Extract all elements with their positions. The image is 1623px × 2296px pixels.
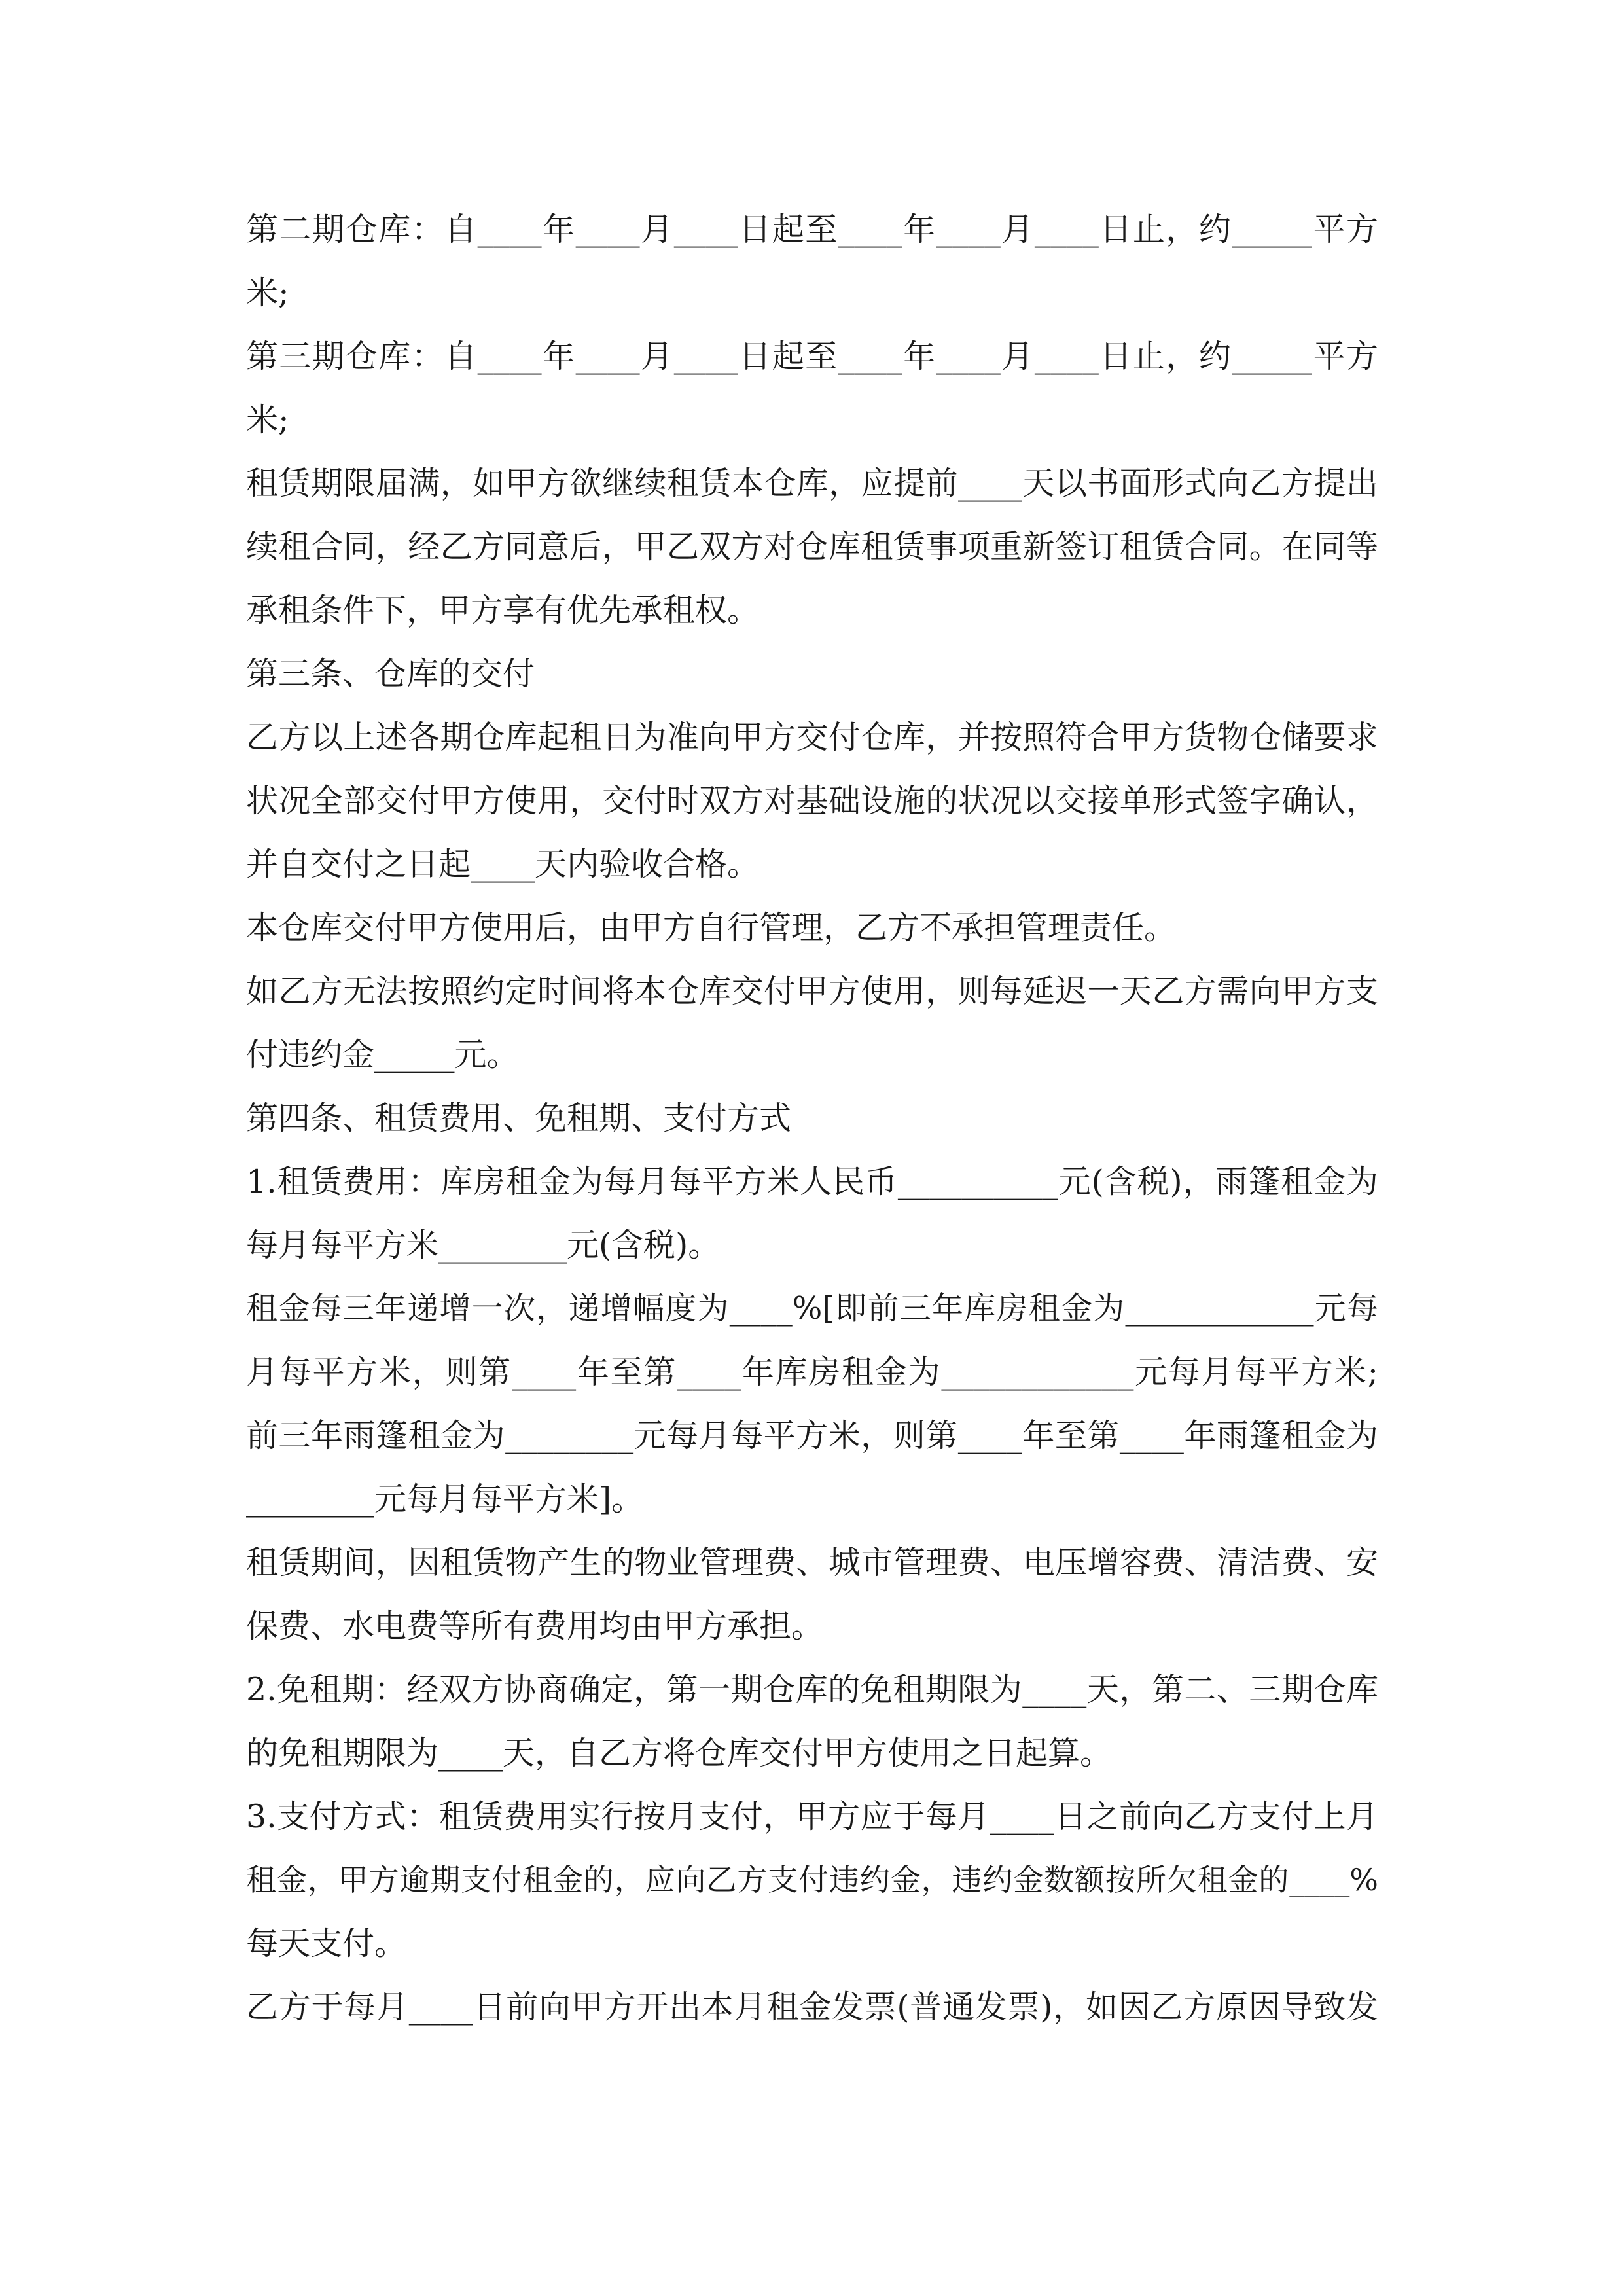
text-line: 3.支付方式：租赁费用实行按月支付，甲方应于每月____日之前向乙方支付上月 [246,1798,1378,1835]
text-line: 前三年雨篷租金为________元每月每平方米，则第____年至第____年雨篷租金为 [246,1417,1378,1454]
text-line: 乙方以上述各期仓库起租日为准向甲方交付仓库，并按照符合甲方货物仓储要求 [246,719,1378,756]
text-line: 第三期仓库：自____年____月____日起至____年____月____日止，约_____平方 [246,338,1378,375]
contract-body [246,198,1378,2039]
text-line: 续租合同，经乙方同意后，甲乙双方对仓库租赁事项重新签订租赁合同。在同等 [246,528,1378,565]
text-line: 租赁期间，因租赁物产生的物业管理费、城市管理费、电压增容费、清洁费、安 [246,1544,1378,1581]
text-line: 米; [246,274,289,312]
text-line: 状况全部交付甲方使用，交付时双方对基础设施的状况以交接单形式签字确认， [246,782,1378,819]
text-line: 保费、水电费等所有费用均由甲方承担。 [246,1607,824,1645]
text-line: 付违约金_____元。 [246,1036,519,1073]
text-line: 2.免租期：经双方协商确定，第一期仓库的免租期限为____天，第二、三期仓库 [246,1671,1378,1708]
text-line: 租赁期限届满，如甲方欲继续租赁本仓库，应提前____天以书面形式向乙方提出 [246,465,1378,502]
text-line: 每月每平方米________元(含税)。 [246,1227,721,1264]
text-line: 如乙方无法按照约定时间将本仓库交付甲方使用，则每延迟一天乙方需向甲方支 [246,973,1378,1010]
text-line: 承租条件下，甲方享有优先承租权。 [246,592,760,629]
text-line: 租金，甲方逾期支付租金的，应向乙方支付违约金，违约金数额按所欠租金的____% [246,1862,1378,1897]
text-line: 米; [246,401,289,439]
text-line: 月每平方米，则第____年至第____年库房租金为____________元每月每平方米; [246,1354,1378,1391]
text-line: 并自交付之日起____天内验收合格。 [246,846,760,883]
text-line: 乙方于每月____日前向甲方开出本月租金发票(普通发票)，如因乙方原因导致发 [246,1988,1378,2026]
text-line: 每天支付。 [246,1925,407,1962]
text-line: 第二期仓库：自____年____月____日起至____年____月____日止，约_____平方 [246,211,1378,248]
text-line: 第四条、租赁费用、免租期、支付方式 [246,1100,792,1137]
text-line: 第三条、仓库的交付 [246,655,535,692]
text-line: ________元每月每平方米]。 [246,1480,644,1518]
text-line: 本仓库交付甲方使用后，由甲方自行管理，乙方不承担管理责任。 [246,909,1177,946]
text-line: 1.租赁费用：库房租金为每月每平方米人民币__________元(含税)，雨篷租金为 [246,1163,1378,1200]
text-line: 租金每三年递增一次，递增幅度为____%[即前三年库房租金为____________元每 [246,1290,1378,1327]
text-line: 的免租期限为____天，自乙方将仓库交付甲方使用之日起算。 [246,1734,1113,1772]
